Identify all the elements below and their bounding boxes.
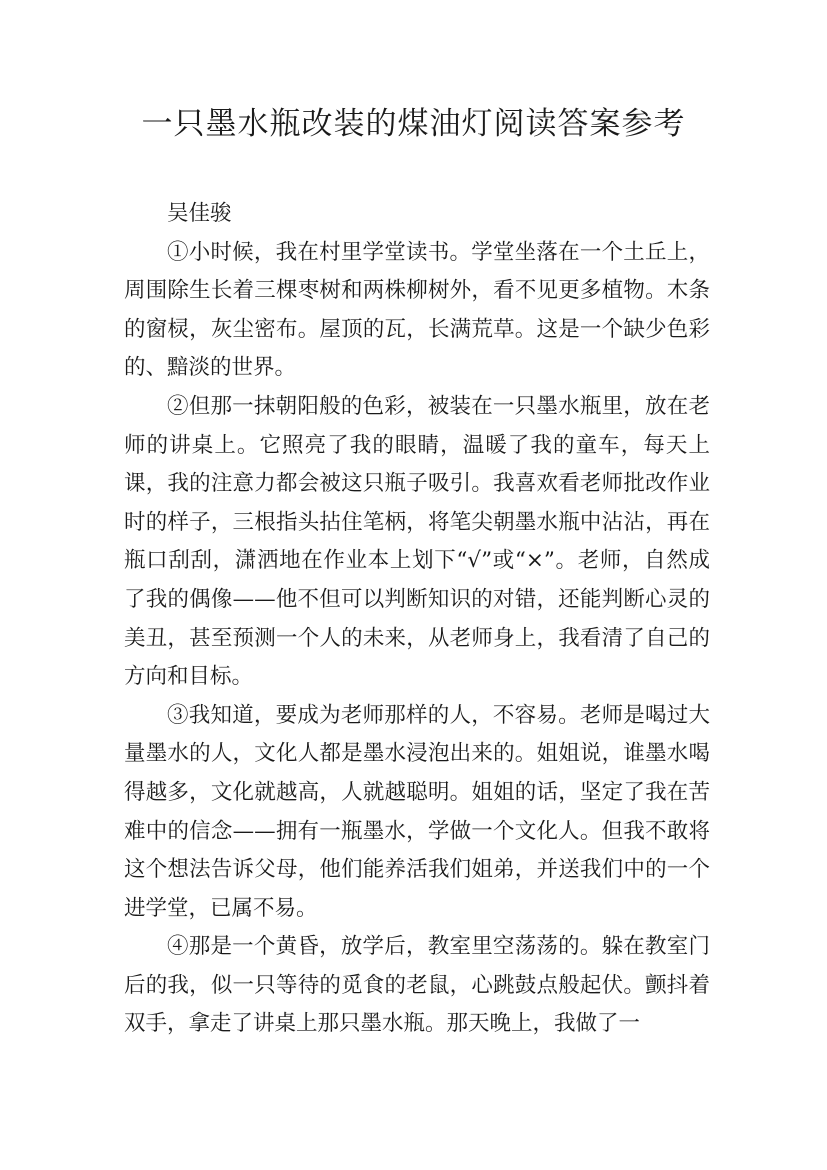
document-title: 一只墨水瓶改装的煤油灯阅读答案参考: [141, 106, 686, 142]
author-name: 吴佳骏: [167, 201, 232, 226]
paragraph-3: ③我知道，要成为老师那样的人，不容易。老师是喝过大量墨水的人，文化人都是墨水浸泡出来的。姐姐说，谁墨水喝得越多，文化就越高，人就越聪明。姐姐的话，坚定了我在苦难中的信念——拥有一瓶墨水，学做一个文化人。但我不敢将这个想法告诉父母，他们能养活我们姐弟，并送我们中的一个进学堂，已属不易。: [124, 702, 710, 921]
paragraph-2: ②但那一抹朝阳般的色彩，被装在一只墨水瓶里，放在老师的讲桌上。它照亮了我的眼睛，温暖了我的童车，每天上课，我的注意力都会被这只瓶子吸引。我喜欢看老师批改作业时的样子，三根指头拈住笔柄，将笔尖朝墨水瓶中沾沾，再在瓶口刮刮，潇洒地在作业本上划下“√”或“×”。老师，自然成了我的偶像——他不但可以判断知识的对错，还能判断心灵的美丑，甚至预测一个人的未来，从老师身上，我看清了自己的方向和目标。: [124, 393, 710, 690]
paragraph-1: ①小时候，我在村里学堂读书。学堂坐落在一个土丘上，周围除生长着三棵枣树和两株柳树外，看不见更多植物。木条的窗棂，灰尘密布。屋顶的瓦，长满荒草。这是一个缺少色彩的、黯淡的世界。: [124, 239, 710, 381]
paragraph-4: ④那是一个黄昏，放学后，教室里空荡荡的。躲在教室门后的我，似一只等待的觅食的老鼠，心跳鼓点般起伏。颤抖着双手，拿走了讲桌上那只墨水瓶。那天晚上，我做了一: [124, 934, 710, 1037]
document-body: [124, 195, 710, 1044]
